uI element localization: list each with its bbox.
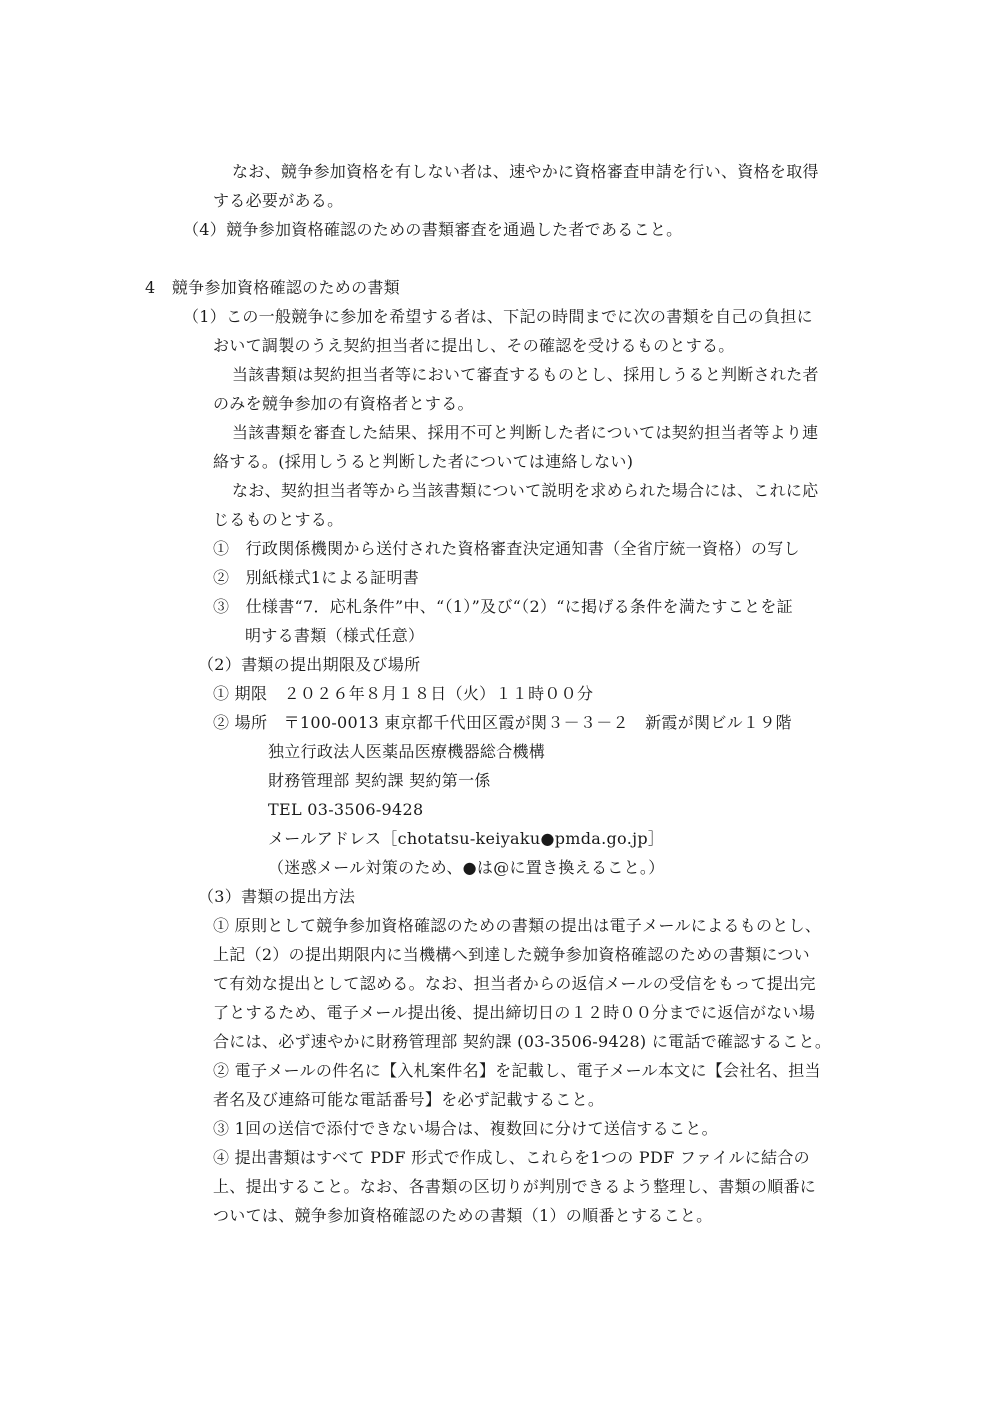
text-line: ① 期限 ２０２６年８月１８日（火）１１時００分 — [213, 684, 594, 703]
text-line: メールアドレス［chotatsu-keiyaku●pmda.go.jp］ — [268, 829, 665, 848]
text-line: 絡する。(採用しうると判断した者については連絡しない) — [213, 452, 634, 471]
text-line: 4 競争参加資格確認のための書類 — [145, 278, 400, 297]
text-line: て有効な提出として認める。なお、担当者からの返信メールの受信をもって提出完 — [213, 974, 816, 993]
text-line: ③ 仕様書“7．応札条件”中、“（1）”及び“（2）“に掲げる条件を満たすことを証 — [213, 597, 793, 616]
text-line: ② 別紙様式1による証明書 — [213, 568, 420, 587]
text-line: （2）書類の提出期限及び場所 — [198, 655, 421, 674]
text-line: ① 原則として競争参加資格確認のための書類の提出は電子メールによるものとし、 — [213, 916, 822, 935]
text-line: （1）この一般競争に参加を希望する者は、下記の時間までに次の書類を自己の負担に — [183, 307, 813, 326]
text-line: 者名及び連絡可能な電話番号】を必ず記載すること。 — [213, 1090, 605, 1109]
text-line: のみを競争参加の有資格者とする。 — [213, 394, 474, 413]
text-line: （3）書類の提出方法 — [198, 887, 356, 906]
text-line: ① 行政関係機関から送付された資格審査決定通知書（全省庁統一資格）の写し — [213, 539, 800, 558]
text-line: じるものとする。 — [213, 510, 344, 529]
text-line: なお、競争参加資格を有しない者は、速やかに資格審査申請を行い、資格を取得 — [232, 162, 819, 181]
text-line: 了とするため、電子メール提出後、提出締切日の１２時００分までに返信がない場 — [213, 1003, 816, 1022]
text-line: TEL 03-3506-9428 — [268, 800, 424, 819]
text-line: ② 場所 〒100-0013 東京都千代田区霞が関３－３－２ 新霞が関ビル１９階 — [213, 713, 792, 732]
text-line: 財務管理部 契約課 契約第一係 — [268, 771, 491, 790]
text-line: （迷惑メール対策のため、●は@に置き換えること。） — [268, 858, 665, 877]
text-line: ④ 提出書類はすべて PDF 形式で作成し、これらを1つの PDF ファイルに結合の — [213, 1148, 810, 1167]
text-line: 上記（2）の提出期限内に当機構へ到達した競争参加資格確認のための書類につい — [213, 945, 810, 964]
text-line: ③ 1回の送信で添付できない場合は、複数回に分けて送信すること。 — [213, 1119, 718, 1138]
text-line: ② 電子メールの件名に【入札案件名】を記載し、電子メール本文に【会社名、担当 — [213, 1061, 821, 1080]
text-line: 明する書類（様式任意） — [245, 626, 425, 645]
text-line: ついては、競争参加資格確認のための書類（1）の順番とすること。 — [213, 1206, 713, 1225]
text-line: 合には、必ず速やかに財務管理部 契約課 (03-3506-9428) に電話で確認すること。 — [213, 1032, 832, 1051]
text-line: 独立行政法人医薬品医療機器総合機構 — [268, 742, 546, 761]
text-line: おいて調製のうえ契約担当者に提出し、その確認を受けるものとする。 — [213, 336, 735, 355]
text-line: する必要がある。 — [213, 191, 344, 210]
text-line: （4）競争参加資格確認のための書類審査を通過した者であること。 — [183, 220, 683, 239]
text-line: 当該書類を審査した結果、採用不可と判断した者については契約担当者等より連 — [232, 423, 819, 442]
text-line: なお、契約担当者等から当該書類について説明を求められた場合には、これに応 — [232, 481, 819, 500]
text-line: 当該書類は契約担当者等において審査するものとし、採用しうると判断された者 — [232, 365, 819, 384]
text-line: 上、提出すること。なお、各書類の区切りが判別できるよう整理し、書類の順番に — [213, 1177, 817, 1196]
